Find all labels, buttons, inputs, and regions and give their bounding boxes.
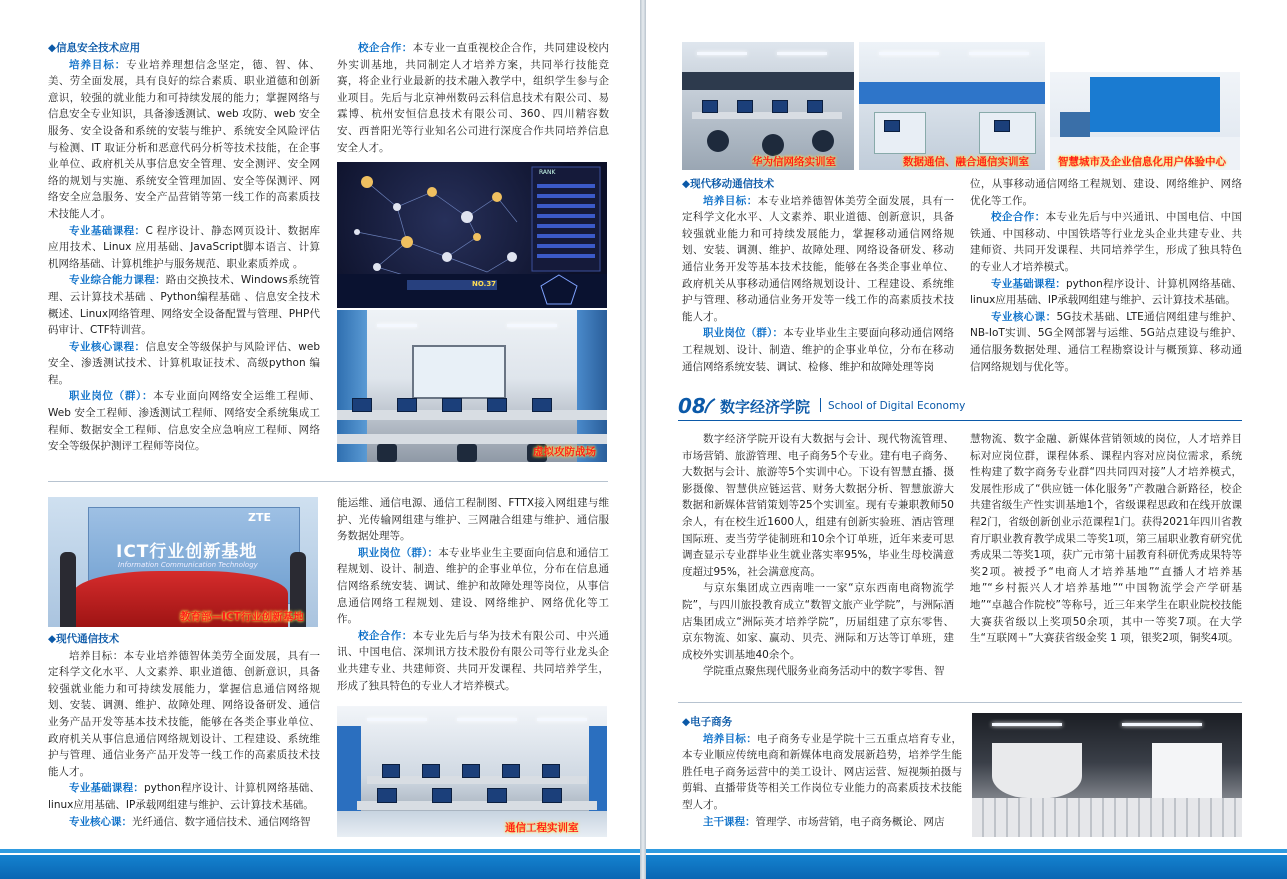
mobile-job-label: 职业岗位（群）： [703, 327, 784, 340]
telecom-basic-text: python程序设计、计算机网络基础、linux应用基础、IP承载网组建与维护、云计算技术基础。 [48, 782, 321, 811]
mobile-title: ◆现代移动通信技术 [682, 178, 775, 190]
infosec-job-label: 职业岗位（群）： [69, 390, 154, 403]
photo-caption-network-lab: 华为信网络实训室 [752, 156, 836, 168]
mobile-coop-text: 本专业先后与中兴通讯、中国电信、中国铁通、中国移动、中国铁塔等行业龙头企业共建专业、共建师资、共同开发课程、共同培养学生，形成了独具特色的专业人才培养模式。 [970, 211, 1243, 273]
section-divider-2 [678, 702, 1242, 703]
infosec-column [48, 40, 320, 455]
telecom-coop-text: 本专业先后与华为技术有限公司、中兴通讯、中国电信、深圳讯方技术股份有限公司等行业龙头企业共建专业、共建师资、共同开发课程、共同培养学生，形成了独具特色的专业人才培养模式。 [337, 629, 610, 692]
ecom-column [682, 714, 962, 830]
ecom-goal-label: 培养目标： [703, 732, 758, 745]
photo-caption-datacom-lab: 数据通信、融合通信实训室 [903, 156, 1029, 168]
infosec-core-label: 专业核心课程： [69, 340, 146, 353]
infosec-basic-text: C 程序设计、静态网页设计、数据库应用技术、Linux 应用基础、JavaScript脚本语言、计算机网络基础、计算机维护与服务规范、职业素质养成 。 [48, 224, 320, 270]
telecom-job-text: 本专业毕业生主要面向信息和通信工程规划、设计、制造、维护的企事业单位，分布在信息通信网络系统安装、调试、维护和故障处理等岗位，从事信息通信网络工程规划、建设、网络维护、网络优化等工作。 [337, 546, 610, 626]
ecom-main-label: 主干课程： [703, 815, 756, 828]
school-column [682, 431, 954, 680]
mobile-goal-label: 培养目标： [703, 194, 758, 207]
telecom-core-label: 专业核心课： [69, 815, 132, 828]
score-label: NO.37 [472, 280, 497, 288]
zte-logo: ZTE [248, 511, 271, 524]
mobile-core-text: 5G技术基础、LTE通信网组建与维护、NB-IoT实训、5G全网部署与运维、5G站点建设与维护、通信服务数据处理、通信工程勘察设计与概预算、移动通信网络规划与优化等。 [970, 310, 1242, 373]
infosec-core-text: 信息安全等级保护与风险评估、web安全、渗透测试技术、计算机取证技术、高级python 编程。 [48, 340, 321, 386]
ecom-studio-photo [972, 713, 1242, 837]
infosec-goal-text: 专业培养理想信念坚定，德、智、体、美、劳全面发展，具有良好的综合素质、职业道德和创新意识，较强的就业能力和可持续发展的能力；掌握网络与信息安全专业知识，具备渗透测试、web 攻防、web 安全服务、安全设备和系统的安装与维护、系统安全风险评估与检测、IT 取证分析和恶意代码分析等技术技能，在企事业单位、政府机关从事信息安全管理、安全测评、安全网络的规划与实施、系统安全管理加固、安全等保测评、网络安全应急服务、安全产品营销等第一线工作的高素质技术技能人才。 [48, 58, 321, 220]
smart-city-center-photo [1050, 42, 1240, 170]
school-header [678, 394, 1242, 421]
school-para-2: 与京东集团成立西南唯一一家“京东西南电商物流学院”，与四川旅投教育成立“数智文旅产业学院”，与洲际酒店集团成立“洲际英才培养学院”，历届组建了京东零售、京东物流、如家、赢动、贝壳、洲际和万达等订单班，建成校外实训基地40余个。 [682, 582, 954, 661]
photo-caption-smart-city: 智慧城市及企业信息化用户体验中心 [1058, 156, 1226, 168]
ict-sign-sub: Information Communication Technology [118, 561, 258, 569]
telecom-core-text: 光纤通信、数字通信技术、通信网络智 [132, 815, 311, 828]
experience-wall [1090, 77, 1220, 132]
mobile-basic-label: 专业基础课程： [991, 277, 1066, 290]
rank-label: RANK [539, 169, 556, 176]
telecom-job-label: 职业岗位（群）： [358, 546, 439, 559]
school-column-2 [970, 431, 1242, 647]
school-english-name: School of Digital Economy [828, 400, 966, 412]
ecom-main-text: 管理学、市场营销，电子商务概论、网店 [755, 815, 945, 828]
left-bottom-band [0, 855, 640, 879]
ecom-goal-text: 电子商务专业是学院十三五重点培育专业，本专业顺应传统电商和新媒体电商发展新趋势，培养学生能胜任电子商务运营中的美工设计、网店运营、短视频拍摄与剪辑、直播带货等相关工作岗位专业能力的高素质技术技能型人才。 [682, 732, 963, 811]
infosec-basic-label: 专业基础课程： [69, 224, 146, 237]
infosec-coop-text: 本专业一直重视校企合作，共同建设校内外实训基地，共同制定人才培养方案，共同举行技能竞赛，将企业行业最新的技术融入教学中，组织学生参与企业项目。先后与北京神州数码云科信息技术有限公司、易霖博、杭州安恒信息技术有限公司、360、四川精容数安、西普阳光等行业知名公司进行深度合作共同培养信息安全人才。 [337, 42, 610, 154]
right-page [646, 0, 1287, 879]
section-divider [48, 481, 608, 482]
ctf-dashboard-photo [337, 162, 607, 308]
telecom-goal-text: 培养目标：本专业培养德智体美劳全面发展，具有一定科学文化水平、人文素养、职业道德、创新意识，具备较强就业能力和可持续发展能力，掌握信息通信网络规划、安装、调测、维护、故障处理、网络设备研发、通信业务产品开发等基本技术技能，能够在各类企事业单位、政府机关从事信息通信网络规划设计、工程建设、系统维护与管理、通信业务产品开发等一线工作的高素质技术技能人才。 [48, 649, 320, 778]
infosec-title: ◆信息安全技术应用 [48, 42, 141, 54]
telecom-lab-photo [337, 706, 607, 837]
telecom-column [48, 631, 320, 830]
photo-caption-ict: 教育部—ICT行业创新基地 [180, 611, 304, 623]
ict-base-photo [48, 497, 318, 627]
infosec-coop [337, 40, 609, 156]
infosec-comp-text: 路由交换技术、Windows系统管理、云计算技术基础 、Python编程基础 、信息安全技术概述、Linux网络管理、网络安全设备配置与管理、PHP代码审计、CTF特训营。 [48, 274, 321, 337]
photo-caption-telecom-lab: 通信工程实训室 [505, 822, 579, 834]
school-para-4: 慧物流、数字金融、新媒体营销领域的岗位，人才培养目标对应岗位群，课程体系、课程内容对应岗位需求，系统性构建了数字商务专业群“四共同四对接”人才培养模式，发展性形成了“供应链一体化服务”产教融合新路径，校企共建省级生产性实训基地1个，省级课程思政和在线开放课程2门，省级创新创业示范课程1门。获得2021年四川省教育厅职业教育教学成果二等奖1项，第三届职业教育研究优秀成果二等奖1项，获广元市第十届教育科研优秀成果特等奖2项。被授予“电商人才培养基地”“直播人才培养基地”“乡村振兴人才培养基地”“中国物流学会产学研基地”“卓越合作院校”等称号，近三年来学生在职业院校技能大赛获省级以上奖项50余项，其中一等奖7项。在大学生“互联网＋”大赛获省级金奖 1 项，银奖2项，铜奖4项。 [970, 433, 1242, 645]
mobile-goal-text: 本专业培养德智体美劳全面发展，具有一定科学文化水平、人文素养、职业道德、创新意识，具备较强就业能力和可持续发展能力，掌握移动通信网络规划、安装、调测、维护、故障处理、网络设备研发、移动通信业务开发等基本技术技能，能够在各类企事业单位、政府机关从事移动通信网络规划设计、工程建设、系统维护与管理、移动通信业务开发等一线工作的高素质技术技能人才。 [682, 194, 955, 323]
mobile-column-2 [970, 176, 1242, 375]
school-para-1: 数字经济学院开设有大数据与会计、现代物流管理、市场营销、旅游管理、电子商务5个专业。建有电子商务、大数据与会计、旅游等5个实训中心。下设有智慧直播、摄影摄像、智慧供应链运营、财务大数据分析、智慧旅游大数据和新媒体营销策划等25个实训室。现有专兼职教师50余人，有在校生近1600人，组建有创新实验班、酒店管理国际班、麦当劳学徒制班和10余个订单班，近年来麦可思调查显示专业群毕业生就业落实率95%，毕业生母校满意度超过95%，社会满意度高。 [682, 433, 954, 578]
infosec-coop-label: 校企合作： [358, 42, 413, 54]
mobile-core-label: 专业核心课： [991, 310, 1057, 323]
infosec-goal-label: 培养目标： [69, 58, 127, 71]
ecom-title: ◆电子商务 [682, 716, 733, 728]
projector-screen [412, 345, 506, 399]
right-bottom-band [646, 855, 1287, 879]
mobile-basic-text: python程序设计、计算机网络基础、linux应用基础、IP承载网组建与维护、云计算技术基础。 [970, 277, 1243, 307]
school-name: 数字经济学院 [720, 398, 811, 416]
telecom-cont-text: 能运维、通信电源、通信工程制图、FTTX接入网组建与维护、光传输网组建与维护、三网融合组建与维护、通信服务数据处理等。 [337, 497, 609, 543]
infosec-job-text: 本专业面向网络安全运维工程师、Web 安全工程师、渗透测试工程师、网络安全系统集成工程师、数据安全工程师、信息安全应急响应工程师、网络安全等级保护测评工程师等岗位。 [48, 390, 321, 453]
telecom-coop-label: 校企合作： [358, 629, 413, 642]
left-page [0, 0, 640, 879]
telecom-column-2 [337, 495, 609, 694]
mobile-job-text: 本专业毕业生主要面向移动通信网络工程规划、设计、制造、维护的企事业单位，分布在移动通信网络系统安装、调试、检修、维护和故障处理等岗 [682, 327, 955, 373]
mobile-column [682, 176, 954, 375]
mobile-coop-label: 校企合作： [991, 211, 1046, 224]
datacom-lab-photo [859, 42, 1045, 170]
infosec-comp-label: 专业综合能力课程： [69, 274, 166, 287]
school-number: 08 [678, 394, 706, 418]
school-para-3: 学院重点聚焦现代服务业商务活动中的数字零售、智 [703, 665, 945, 678]
photo-caption-attack-defense: 虚拟攻防战场 [533, 446, 596, 458]
ict-sign-text: ICT行业创新基地 [116, 542, 258, 562]
mobile-cont-text: 位，从事移动通信网络工程规划、建设、网络维护、网络优化等工作。 [970, 178, 1242, 207]
slash-leaf-icon [703, 397, 717, 415]
attack-defense-classroom-photo [337, 310, 607, 462]
telecom-basic-label: 专业基础课程： [69, 782, 144, 795]
telecom-title: ◆现代通信技术 [48, 633, 120, 645]
network-lab-photo [682, 42, 854, 170]
